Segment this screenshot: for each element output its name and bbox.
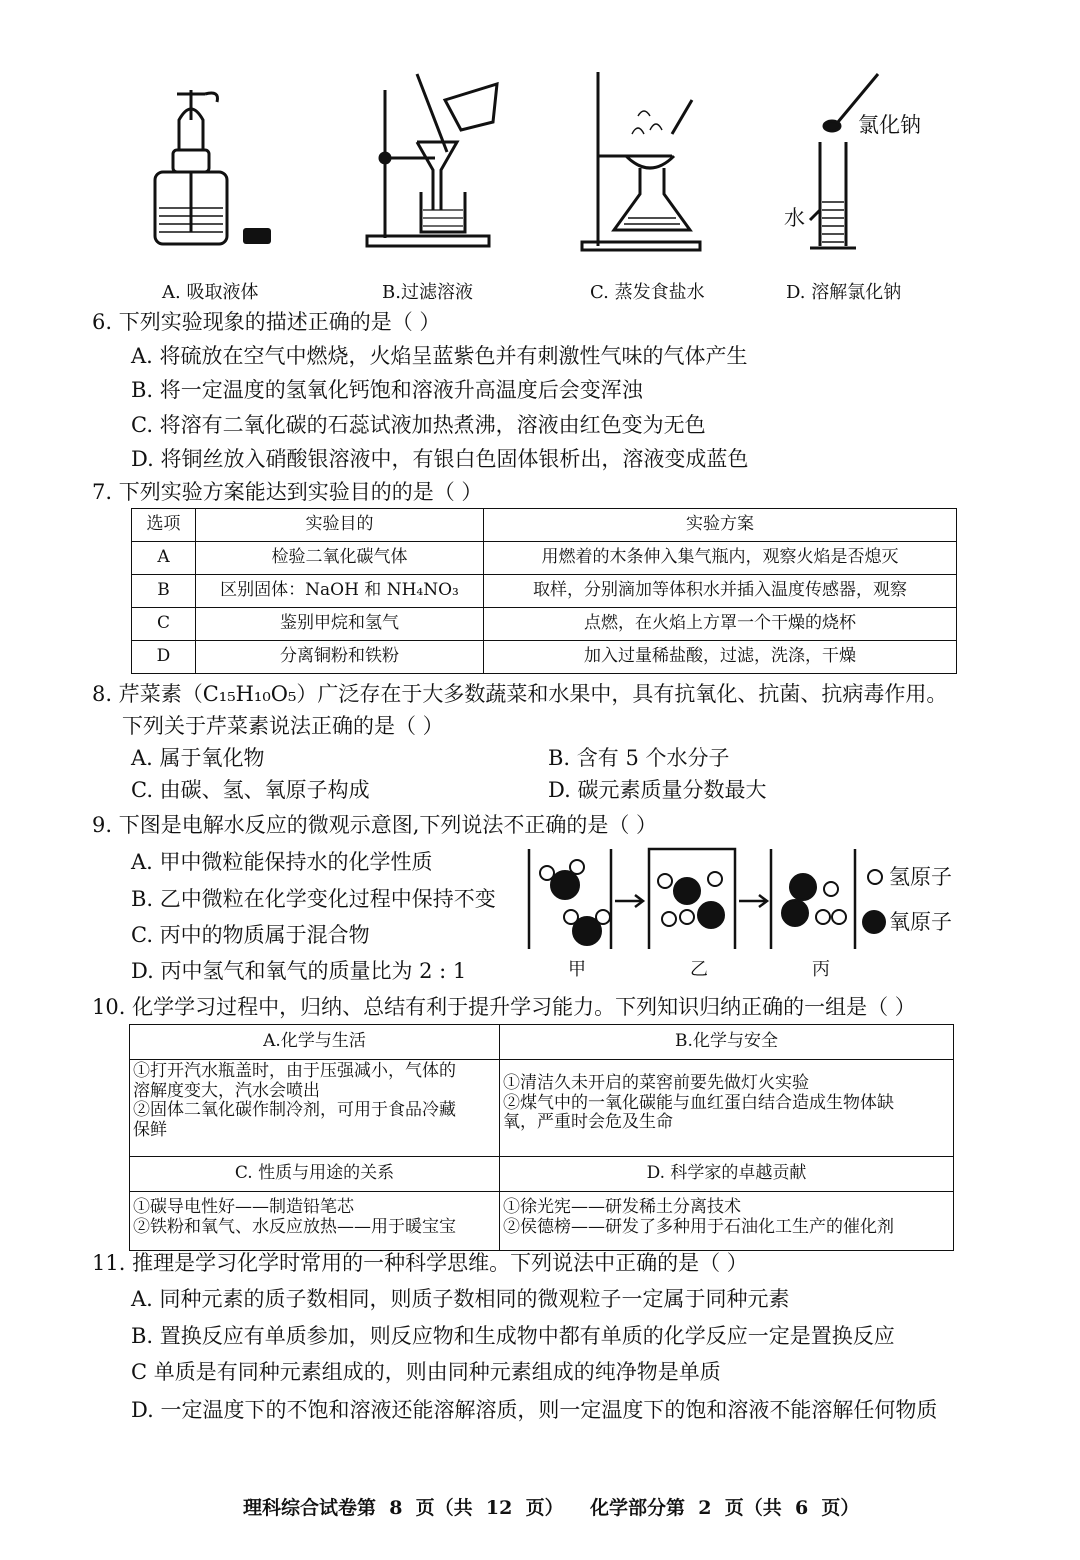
q8-stem-line2: 下列关于芹菜素说法正确的是（ ） xyxy=(122,714,444,738)
q8-stem-line1: 8. 芹菜素（C₁₅H₁₀O₅）广泛存在于大多数蔬菜和水果中，具有抗氧化、抗菌、抗病毒作用。 xyxy=(92,682,948,706)
q6-option-b: B. 将一定温度的氢氧化钙饱和溶液升高温度后会变浑浊 xyxy=(131,378,643,402)
caption-c: C. 蒸发食盐水 xyxy=(590,282,705,303)
box-label-jia: 甲 xyxy=(568,959,586,980)
cell-plan: 加入过量稀盐酸，过滤，洗涤，干燥 xyxy=(484,641,957,674)
q10-table xyxy=(129,1024,954,1251)
group-d-line: ②侯德榜——研发了多种用于石油化工生产的催化剂 xyxy=(503,1216,894,1237)
group-a-line: 溶解度变大，汽水会喷出 xyxy=(133,1080,320,1101)
header-option: 选项 xyxy=(132,509,196,542)
group-b-line: ②煤气中的一氧化碳能与血红蛋白结合造成生物体缺 xyxy=(503,1092,894,1113)
q9-option-d: D. 丙中氢气和氧气的质量比为 2 : 1 xyxy=(131,959,467,983)
q6-option-c: C. 将溶有二氧化碳的石蕊试液加热煮沸，溶液由红色变为无色 xyxy=(131,413,706,437)
q11-stem: 11. 推理是学习化学时常用的一种科学思维。下列说法中正确的是（ ） xyxy=(92,1251,748,1275)
group-d-line: ①徐光宪——研发稀土分离技术 xyxy=(503,1197,741,1217)
table-row xyxy=(132,575,957,608)
dropper-bottle-figure xyxy=(145,80,275,255)
q11-option-b: B. 置换反应有单质参加，则反应物和生成物中都有单质的化学反应一定是置换反应 xyxy=(131,1324,895,1348)
group-d-title: D. 科学家的卓越贡献 xyxy=(500,1157,954,1192)
cell-plan: 取样，分别滴加等体积水并插入温度传感器，观察 xyxy=(484,575,957,608)
group-c-title: C. 性质与用途的关系 xyxy=(130,1157,500,1192)
q8-option-a: A. 属于氧化物 xyxy=(131,746,265,770)
header-goal: 实验目的 xyxy=(196,509,484,542)
caption-a: A. 吸取液体 xyxy=(162,282,259,303)
group-d-content xyxy=(500,1192,954,1251)
hydrogen-atom-legend-icon xyxy=(866,868,884,886)
table-row xyxy=(130,1060,954,1157)
evaporation-figure xyxy=(580,70,710,252)
q7-stem: 7. 下列实验方案能达到实验目的的是（ ） xyxy=(92,480,483,504)
table-row xyxy=(132,608,957,641)
group-b-content xyxy=(500,1060,954,1157)
group-b-line: 氧，严重时会危及生命 xyxy=(503,1112,673,1133)
table-row xyxy=(132,641,957,674)
q11-option-c: C 单质是有同种元素组成的，则由同种元素组成的纯净物是单质 xyxy=(131,1360,721,1384)
group-b-title: B.化学与安全 xyxy=(500,1025,954,1060)
group-a-title: A.化学与生活 xyxy=(130,1025,500,1060)
legend-hydrogen: 氢原子 xyxy=(889,865,952,889)
q8-option-c: C. 由碳、氢、氧原子构成 xyxy=(131,778,370,802)
cell-goal: 分离铜粉和铁粉 xyxy=(196,641,484,674)
caption-b: B.过滤溶液 xyxy=(382,282,473,303)
q11-option-d: D. 一定温度下的不饱和溶液还能溶解溶质，则一定温度下的饱和溶液不能溶解任何物质 xyxy=(131,1398,938,1422)
box-label-bing: 丙 xyxy=(812,959,830,980)
q9-stem: 9. 下图是电解水反应的微观示意图,下列说法不正确的是（ ） xyxy=(92,813,658,837)
table-row xyxy=(130,1192,954,1251)
table-row xyxy=(130,1157,954,1192)
q9-option-c: C. 丙中的物质属于混合物 xyxy=(131,923,370,947)
q8-option-b: B. 含有 5 个水分子 xyxy=(548,746,730,770)
cell-option: A xyxy=(132,542,196,575)
page-footer: 理科综合试卷第 8 页（共 12 页） 化学部分第 2 页（共 6 页） xyxy=(243,1497,860,1519)
cell-option: B xyxy=(132,575,196,608)
cell-goal: 检验二氧化碳气体 xyxy=(196,542,484,575)
table-row xyxy=(132,542,957,575)
oxygen-atom-legend-icon xyxy=(860,908,888,936)
q10-stem: 10. 化学学习过程中，归纳、总结有利于提升学习能力。下列知识归纳正确的一组是（ ） xyxy=(92,995,916,1019)
electrolysis-diagram xyxy=(525,845,865,955)
group-c-line: ②铁粉和氧气、水反应放热——用于暖宝宝 xyxy=(133,1216,456,1237)
q9-option-b: B. 乙中微粒在化学变化过程中保持不变 xyxy=(131,887,496,911)
q11-option-a: A. 同种元素的质子数相同，则质子数相同的微观粒子一定属于同种元素 xyxy=(131,1287,790,1311)
label-water: 水 xyxy=(784,206,805,230)
group-a-line: ②固体二氧化碳作制冷剂，可用于食品冷藏 xyxy=(133,1100,456,1121)
legend-oxygen: 氧原子 xyxy=(889,910,952,934)
group-a-line: ①打开汽水瓶盖时，由于压强减小，气体的 xyxy=(133,1061,456,1081)
group-a-content xyxy=(130,1060,500,1157)
q6-option-a: A. 将硫放在空气中燃烧，火焰呈蓝紫色并有刺激性气味的气体产生 xyxy=(131,344,748,368)
caption-d: D. 溶解氯化钠 xyxy=(786,282,902,303)
q6-stem: 6. 下列实验现象的描述正确的是（ ） xyxy=(92,310,441,334)
q6-option-d: D. 将铜丝放入硝酸银溶液中，有银白色固体银析出，溶液变成蓝色 xyxy=(131,447,749,471)
label-nacl: 氯化钠 xyxy=(858,113,921,137)
box-label-yi: 乙 xyxy=(690,959,708,980)
group-c-content xyxy=(130,1192,500,1251)
table-row xyxy=(130,1025,954,1060)
filtration-figure xyxy=(365,70,505,250)
table-header-row xyxy=(132,509,957,542)
q9-option-a: A. 甲中微粒能保持水的化学性质 xyxy=(131,850,433,874)
cell-option: D xyxy=(132,641,196,674)
group-c-line: ①碳导电性好——制造铅笔芯 xyxy=(133,1197,354,1217)
header-plan: 实验方案 xyxy=(484,509,957,542)
group-a-line: 保鲜 xyxy=(133,1119,167,1140)
group-b-line: ①清洁久未开启的菜窖前要先做灯火实验 xyxy=(503,1073,809,1093)
q7-table xyxy=(131,508,957,674)
cell-goal: 鉴别甲烷和氢气 xyxy=(196,608,484,641)
cell-plan: 用燃着的木条伸入集气瓶内，观察火焰是否熄灭 xyxy=(484,542,957,575)
cell-goal: 区别固体：NaOH 和 NH₄NO₃ xyxy=(196,575,484,608)
cell-plan: 点燃，在火焰上方罩一个干燥的烧杯 xyxy=(484,608,957,641)
cell-option: C xyxy=(132,608,196,641)
q8-option-d: D. 碳元素质量分数最大 xyxy=(548,778,767,802)
